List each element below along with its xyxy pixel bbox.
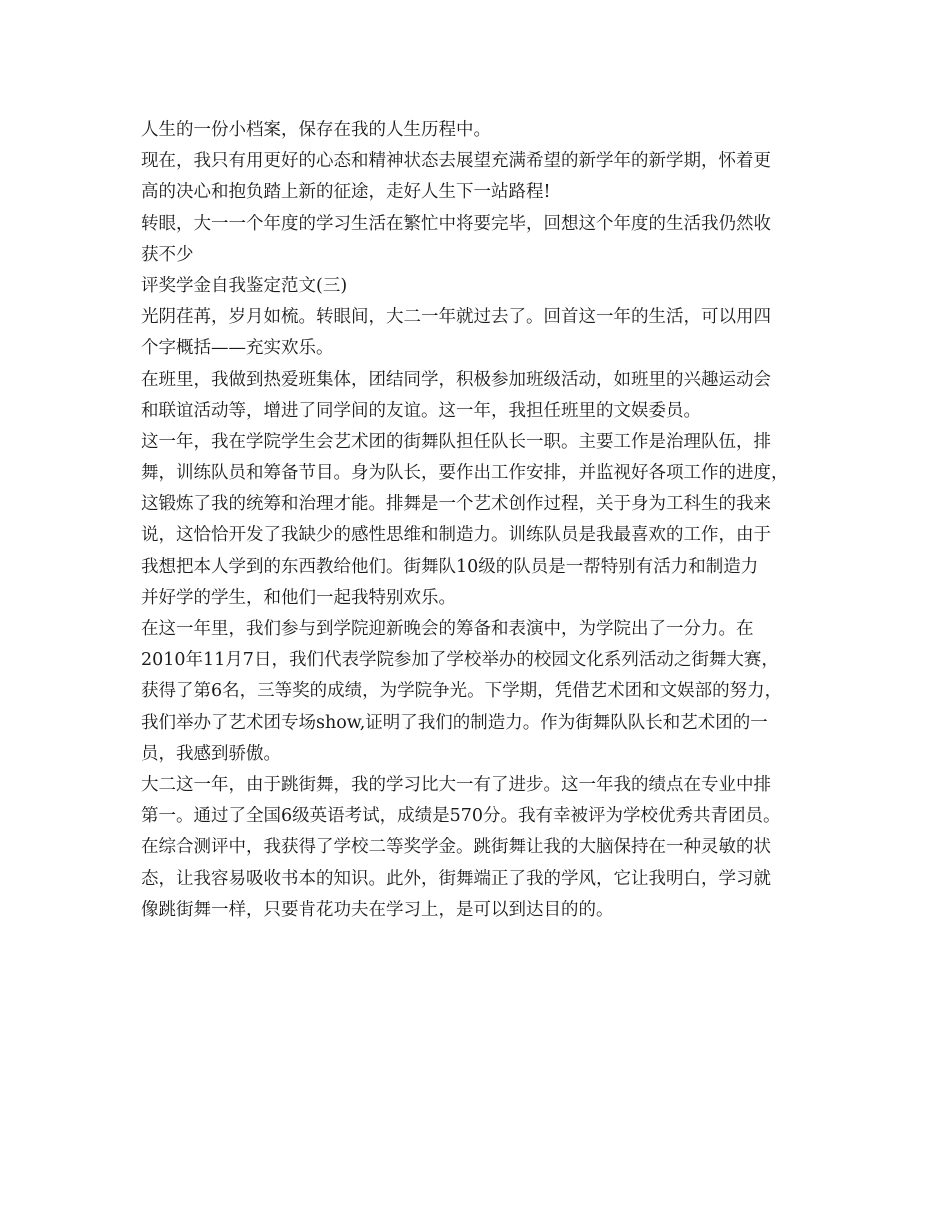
text-line: 高的决心和抱负踏上新的征途，走好人生下一站路程! (141, 182, 551, 203)
text-line: 说，这恰恰开发了我缺少的感性思维和制造力。训练队员是我最喜欢的工作，由于 (141, 525, 771, 546)
text-line: 像跳街舞一样，只要肯花功夫在学习上，是可以到达目的的。 (141, 899, 614, 920)
text-line: 大二这一年，由于跳街舞，我的学习比大一有了进步。这一年我的绩点在专业中排 (141, 774, 771, 795)
text-line: 态，让我容易吸收书本的知识。此外，街舞端正了我的学风，它让我明白，学习就 (141, 868, 771, 889)
text-line: 我想把本人学到的东西教给他们。街舞队10级的队员是一帮特别有活力和制造力 (141, 556, 759, 577)
text-line: 并好学的学生，和他们一起我特别欢乐。 (141, 587, 456, 608)
text-line: 在综合测评中，我获得了学校二等奖学金。跳街舞让我的大脑保持在一种灵敏的状 (141, 837, 771, 858)
text-line: 这一年，我在学院学生会艺术团的街舞队担任队长一职。主要工作是治理队伍，排 (141, 431, 771, 452)
text-line: 光阴荏苒，岁月如梳。转眼间，大二一年就过去了。回首这一年的生活，可以用四 (141, 307, 771, 328)
text-line: 员，我感到骄傲。 (141, 743, 281, 764)
text-line: 第一。通过了全国6级英语考试，成绩是570分。我有幸被评为学校优秀共青团员。 (141, 806, 781, 827)
text-line: 获得了第6名，三等奖的成绩，为学院争光。下学期，凭借艺术团和文娱部的努力， (141, 681, 783, 702)
text-line: 转眼，大一一个年度的学习生活在繁忙中将要完毕，回想这个年度的生活我仍然收 (141, 213, 771, 234)
document-body (141, 115, 821, 926)
text-line: 2010年11月7日，我们代表学院参加了学校举办的校园文化系列活动之街舞大赛， (141, 650, 779, 671)
text-line: 人生的一份小档案，保存在我的人生历程中。 (141, 120, 491, 140)
text-line: 我们举办了艺术团专场show,证明了我们的制造力。作为街舞队队长和艺术团的一 (141, 712, 768, 733)
section-heading: 评奖学金自我鉴定范文(三) (141, 275, 348, 296)
text-line: 这锻炼了我的统筹和治理才能。排舞是一个艺术创作过程，关于身为工科生的我来 (141, 494, 771, 515)
text-line: 在这一年里，我们参与到学院迎新晚会的筹备和表演中，为学院出了一分力。在 (141, 619, 754, 639)
text-line: 获不少 (141, 244, 194, 265)
text-line: 和联谊活动等，增进了同学间的友谊。这一年，我担任班里的文娱委员。 (141, 400, 701, 421)
text-line: 在班里，我做到热爱班集体，团结同学，积极参加班级活动，如班里的兴趣运动会 (141, 369, 771, 390)
text-line: 现在，我只有用更好的心态和精神状态去展望充满希望的新学年的新学期，怀着更 (141, 151, 771, 172)
text-line: 舞，训练队员和筹备节目。身为队长，要作出工作安排，并监视好各项工作的进度， (141, 463, 789, 484)
text-line: 个字概括——充实欢乐。 (141, 338, 334, 359)
